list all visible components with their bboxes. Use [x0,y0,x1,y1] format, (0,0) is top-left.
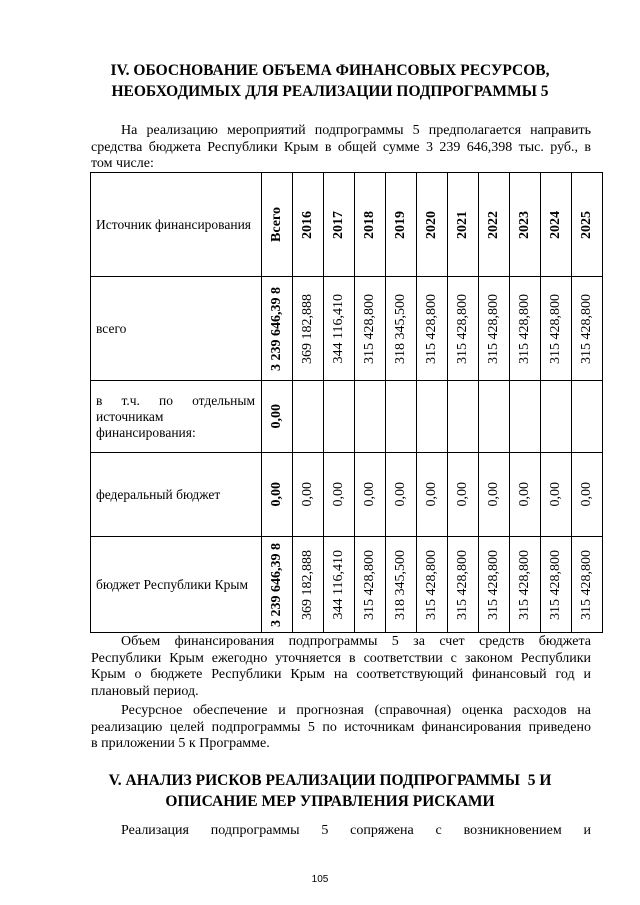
table-row-by-source [91,381,603,453]
header-year-text: 2025 [579,210,594,239]
cell-value: 315 428,800 [517,549,532,620]
section-5-title-line-1: V. АНАЛИЗ РИСКОВ РЕАЛИЗАЦИИ ПОДПРОГРАММЫ 5 И [108,772,552,789]
table-cell [293,537,324,633]
para-line: реализацию целей подпрограммы 5 по источникам финансирования приведено [91,719,591,735]
table-cell [293,453,324,537]
intro-line-1: На реализацию мероприятий подпрограммы 5 предполагается направить [121,123,591,138]
row-label-text: всего [96,320,127,336]
cell-value: 0,00 [331,482,346,507]
table-cell [417,381,448,453]
cell-value: 0,00 [579,482,594,507]
cell-value: 369 182,888 [300,549,315,620]
table-cell [572,277,603,381]
para-line: Ресурсное обеспечение и прогнозная (справочная) оценка расходов на [121,703,591,718]
row-label-text: в т.ч. по отдельным источникам финансирования: [96,392,255,440]
row-label-text: федеральный бюджет [96,486,221,502]
resources-paragraph [91,703,591,753]
table-cell [541,381,572,453]
section-4-title-line-2: НЕОБХОДИМЫХ ДЛЯ РЕАЛИЗАЦИИ ПОДПРОГРАММЫ 5 [111,83,549,100]
table-row-federal [91,453,603,537]
table-cell [386,537,417,633]
table-cell [448,453,479,537]
table-cell [448,537,479,633]
table-cell [417,453,448,537]
table-cell [448,277,479,381]
header-total [262,173,293,277]
row-label [91,453,262,537]
para-line: Реализация подпрограммы 5 сопряжена с возникновением и [121,823,591,838]
cell-value: 315 428,800 [455,293,470,364]
cell-value: 315 428,800 [579,549,594,620]
cell-total-text: 3 239 646,39 8 [269,542,284,627]
cell-value: 318 345,500 [393,549,408,620]
header-year [293,173,324,277]
annual-adjustment-paragraph [91,634,591,700]
cell-value: 0,00 [393,482,408,507]
header-year-text: 2017 [331,210,346,239]
header-year-text: 2018 [362,210,377,239]
cell-total-text: 3 239 646,39 8 [269,286,284,371]
table-cell [386,277,417,381]
financing-table [90,172,603,633]
table-cell [386,381,417,453]
intro-line-2: средства бюджета Республики Крым в общей сумме 3 239 646,398 тыс. руб., в [91,139,591,155]
header-year [448,173,479,277]
section-4-heading [70,60,590,102]
cell-value: 0,00 [455,482,470,507]
page-number: 105 [311,874,329,885]
header-year-text: 2016 [300,210,315,239]
header-year-text: 2019 [393,210,408,239]
table-cell [510,381,541,453]
table-cell [324,381,355,453]
header-source [91,173,262,277]
table-cell [386,453,417,537]
header-year-text: 2020 [424,210,439,239]
cell-value: 318 345,500 [393,293,408,364]
header-year [417,173,448,277]
para-line: Республики Крым ежегодно уточняется в соответствии с законом Республики [91,650,591,666]
row-label [91,537,262,633]
section-5-heading [70,770,590,812]
cell-value: 315 428,800 [424,293,439,364]
cell-value: 0,00 [362,482,377,507]
table-header-row [91,173,603,277]
table-cell [355,277,386,381]
table-cell [479,537,510,633]
header-year [355,173,386,277]
header-year [572,173,603,277]
table-cell [541,537,572,633]
table-cell [510,537,541,633]
cell-value: 344 116,410 [331,549,346,620]
cell-value: 0,00 [300,482,315,507]
header-year-text: 2023 [517,210,532,239]
table-cell [293,381,324,453]
header-total-text: Всего [269,207,284,242]
header-source-text: Источник финансирования [96,216,252,232]
cell-value: 315 428,800 [362,549,377,620]
table-cell [417,537,448,633]
risks-paragraph [91,823,591,840]
table-cell [355,453,386,537]
cell-total [262,277,293,381]
para-line: плановый период. [91,683,199,699]
table-cell [448,381,479,453]
table-cell [479,277,510,381]
table-cell [572,381,603,453]
table-cell [417,277,448,381]
table-cell [324,453,355,537]
table-row-total [91,277,603,381]
header-year [510,173,541,277]
table-row-crimea-budget [91,537,603,633]
para-line: Крым о бюджете Республики Крым на соответствующий финансовый год и [91,667,591,682]
table-cell [572,537,603,633]
cell-value: 344 116,410 [331,293,346,364]
table-cell [479,453,510,537]
row-label-text: бюджет Республики Крым [96,576,249,592]
header-year-text: 2024 [548,210,563,239]
cell-total [262,453,293,537]
cell-value: 0,00 [486,482,501,507]
table-cell [541,453,572,537]
table-cell [572,453,603,537]
header-year [386,173,417,277]
row-label [91,381,262,453]
cell-total [262,537,293,633]
intro-paragraph [91,123,591,173]
cell-total-text: 0,00 [269,482,284,507]
header-year [479,173,510,277]
cell-total-text: 0,00 [269,404,284,429]
table-cell [324,537,355,633]
table-cell [324,277,355,381]
cell-value: 315 428,800 [486,293,501,364]
cell-value: 315 428,800 [517,293,532,364]
cell-value: 0,00 [517,482,532,507]
header-year [324,173,355,277]
cell-value: 315 428,800 [455,549,470,620]
header-year-text: 2022 [486,210,501,239]
cell-value: 369 182,888 [300,293,315,364]
row-label [91,277,262,381]
section-5-title-line-2: ОПИСАНИЕ МЕР УПРАВЛЕНИЯ РИСКАМИ [165,793,495,810]
header-year-text: 2021 [455,210,470,239]
cell-value: 315 428,800 [579,293,594,364]
table-cell [510,277,541,381]
table-cell [355,381,386,453]
table-cell [293,277,324,381]
cell-value: 315 428,800 [548,549,563,620]
table-cell [355,537,386,633]
cell-value: 0,00 [424,482,439,507]
section-4-title-line-1: IV. ОБОСНОВАНИЕ ОБЪЕМА ФИНАНСОВЫХ РЕСУРСОВ, [110,62,550,79]
intro-line-3: том числе: [91,156,154,171]
table-cell [541,277,572,381]
para-line: в приложении 5 к Программе. [91,736,270,751]
table-cell [479,381,510,453]
table-cell [510,453,541,537]
cell-value: 315 428,800 [424,549,439,620]
para-line: Объем финансирования подпрограммы 5 за счет средств бюджета [121,634,591,649]
cell-value: 0,00 [548,482,563,507]
cell-value: 315 428,800 [486,549,501,620]
header-year [541,173,572,277]
cell-value: 315 428,800 [362,293,377,364]
cell-value: 315 428,800 [548,293,563,364]
cell-total [262,381,293,453]
